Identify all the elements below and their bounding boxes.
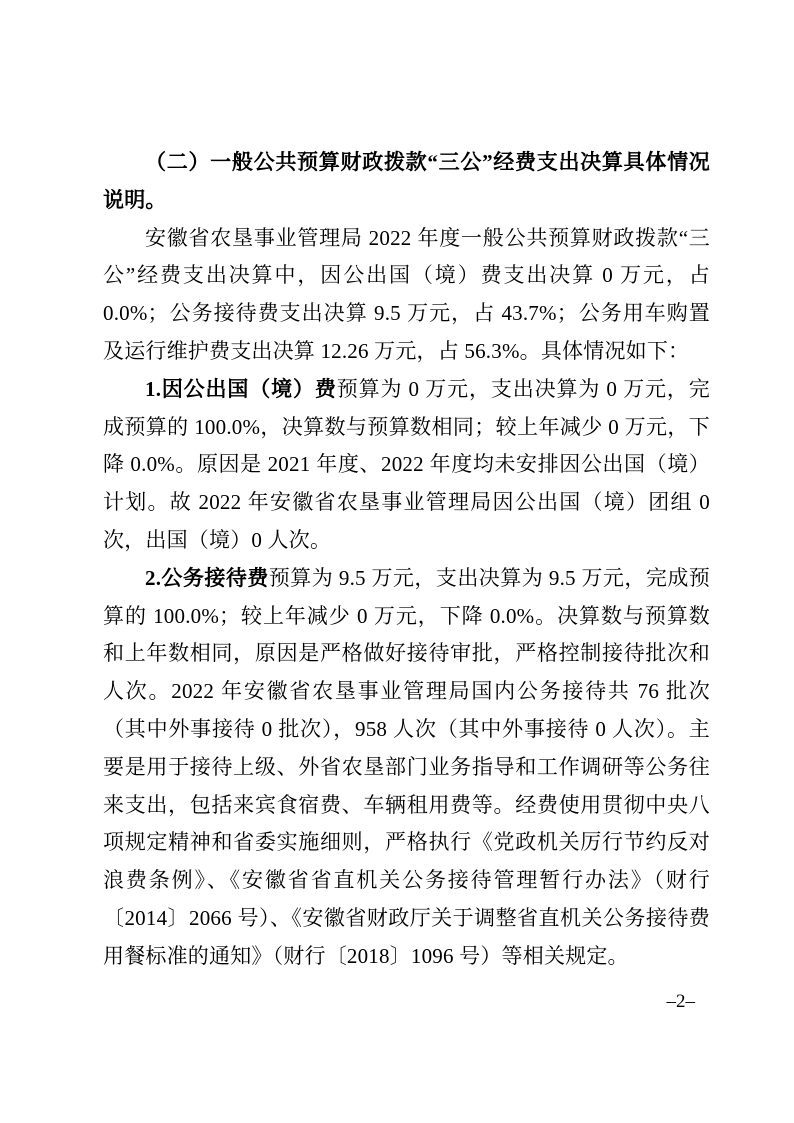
paragraph-item2-reception-expense bbox=[103, 560, 710, 976]
section-heading: （二）一般公共预算财政拨款“三公”经费支出决算具体情况说明。 bbox=[103, 150, 710, 212]
paragraph-item1-abroad-expense bbox=[103, 371, 710, 560]
paragraph-overview-text: 安徽省农垦事业管理局 2022 年度一般公共预算财政拨款“三公”经费支出决算中，因公出国（境）费支出决算 0 万元，占 0.0%；公务接待费支出决算 9.5 万元，占 43.7%；公务用车购置及运行维护费支出决算 12.26 万元，占 56.3%。具体情况如下： bbox=[103, 225, 710, 363]
item2-body-text: 预算为 9.5 万元，支出决算为 9.5 万元，完成预算的 100.0%；较上年减少 0 万元，下降 0.0%。决算数与预算数和上年数相同，原因是严格做好接待审批，严格控制接待批次和人次。2022 年安徽省农垦事业管理局国内公务接待共 76 批次（其中外事接待 0 批次），958 人次（其中外事接待 0 人次）。主要是用于接待上级、外省农垦部门业务指导和工作调研等公务往来支出，包括来宾食宿费、车辆租用费等。经费使用贯彻中央八项规定精神和省委实施细则，严格执行《党政机关厉行节约反对浪费条例》、《安徽省省直机关公务接待管理暂行办法》（财行〔2014〕2066 号）、《安徽省财政厅关于调整省直机关公务接待费用餐标准的通知》（财行〔2018〕1096 号）等相关规定。 bbox=[103, 565, 711, 968]
document-body bbox=[103, 144, 710, 976]
item1-lead-bold: 1.因公出国（境）费 bbox=[145, 376, 337, 401]
page-number: –2– bbox=[666, 991, 695, 1012]
item2-lead-bold: 2.公务接待费 bbox=[145, 565, 269, 590]
item1-body-text: 预算为 0 万元，支出决算为 0 万元，完成预算的 100.0%，决算数与预算数相同；较上年减少 0 万元，下降 0.0%。原因是 2021 年度、2022 年度均未安排因公出国（境）计划。故 2022 年安徽省农垦事业管理局因公出国（境）团组 0 次，出国（境）0 人次。 bbox=[103, 376, 710, 552]
paragraph-overview bbox=[103, 220, 710, 371]
